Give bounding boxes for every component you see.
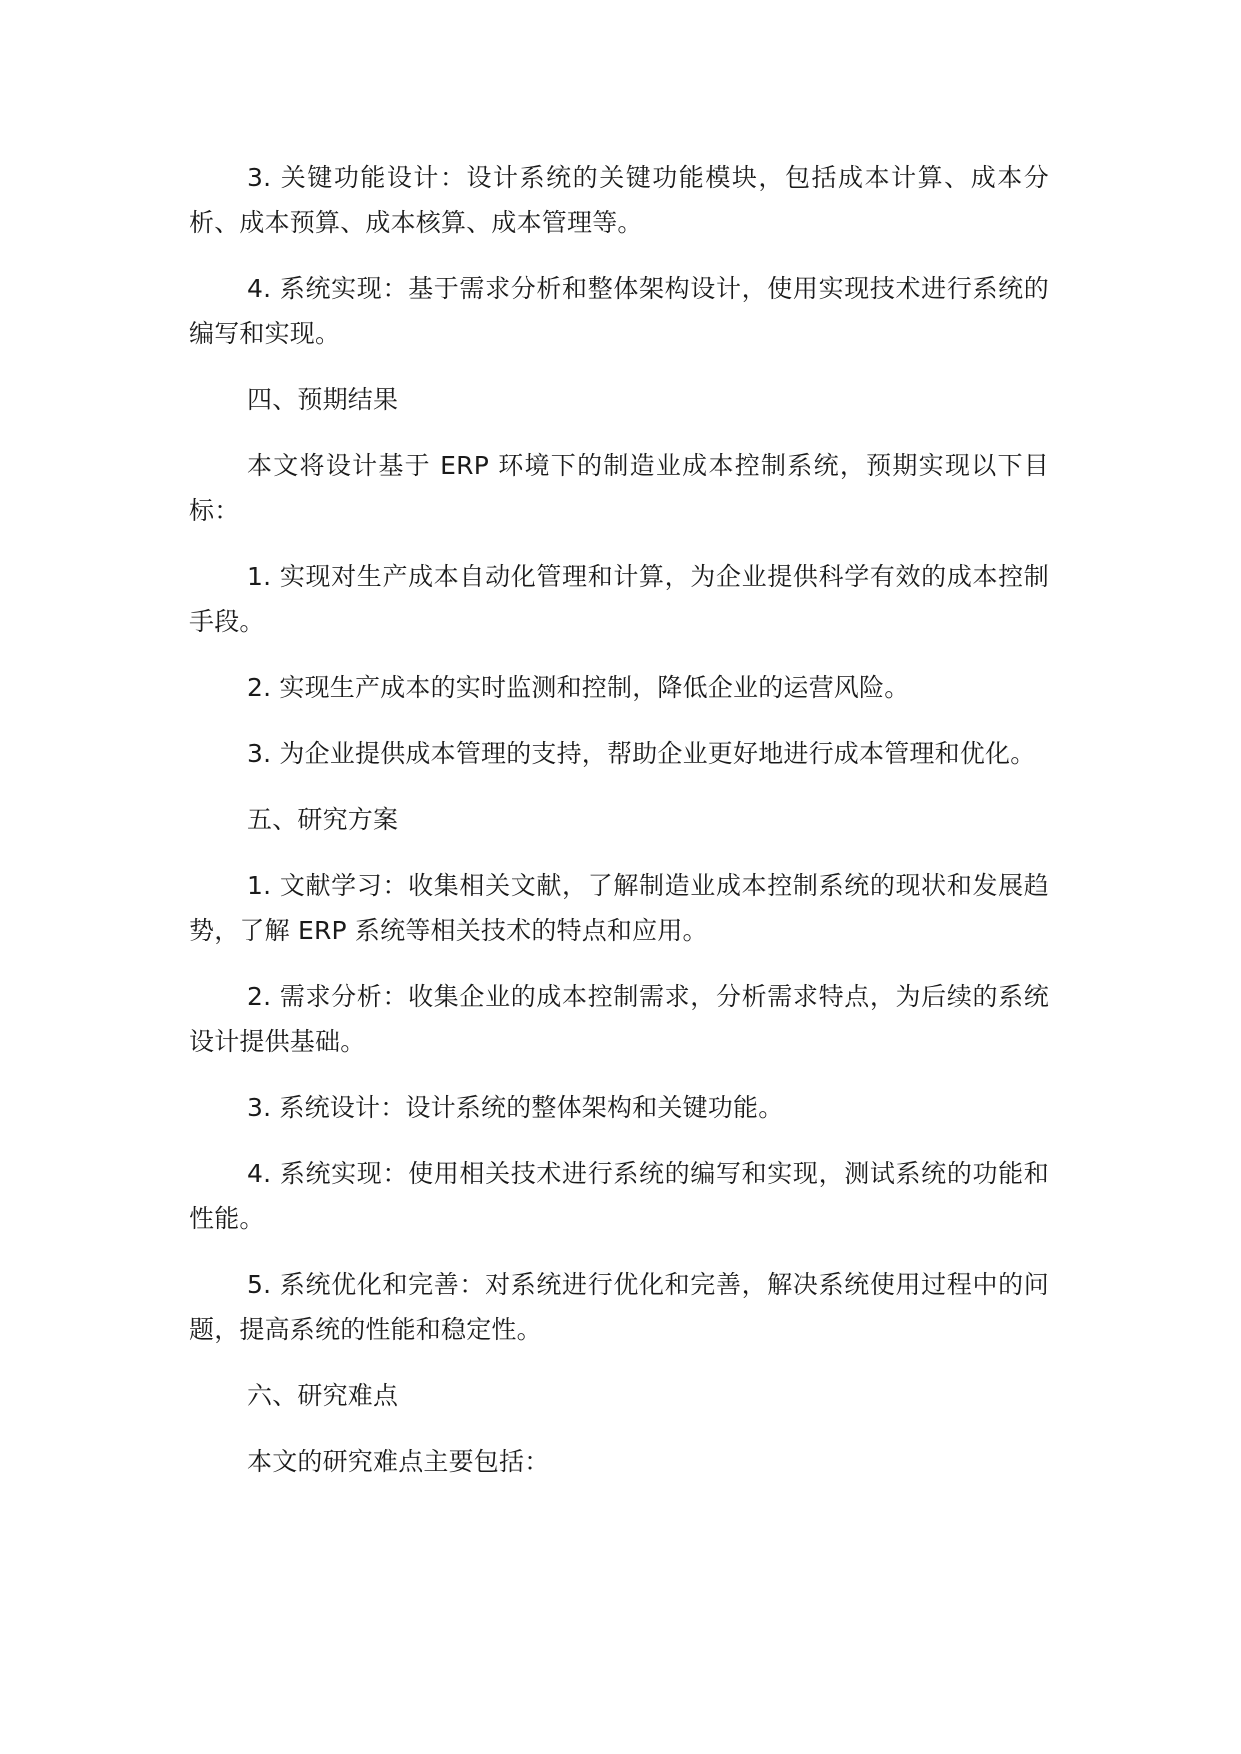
paragraph-goal-2: 2. 实现生产成本的实时监测和控制，降低企业的运营风险。 — [247, 673, 910, 702]
paragraph-goal-1: 1. 实现对生产成本自动化管理和计算，为企业提供科学有效的成本控制手段。 — [189, 562, 1049, 636]
paragraph-key-function-design: 3. 关键功能设计：设计系统的关键功能模块，包括成本计算、成本分析、成本预算、成本核算、成本管理等。 — [189, 163, 1049, 237]
paragraph-plan-design: 3. 系统设计：设计系统的整体架构和关键功能。 — [247, 1093, 784, 1122]
paragraph-system-implementation: 4. 系统实现：基于需求分析和整体架构设计，使用实现技术进行系统的编写和实现。 — [189, 274, 1049, 348]
paragraph-goal-3: 3. 为企业提供成本管理的支持，帮助企业更好地进行成本管理和优化。 — [247, 739, 1036, 768]
paragraph-plan-optimization: 5. 系统优化和完善：对系统进行优化和完善，解决系统使用过程中的问题，提高系统的性能和稳定性。 — [189, 1270, 1049, 1344]
document-page — [189, 155, 1049, 1505]
paragraph-expected-results-intro: 本文将设计基于 ERP 环境下的制造业成本控制系统，预期实现以下目标： — [189, 451, 1049, 525]
paragraph-difficulties-intro: 本文的研究难点主要包括： — [247, 1447, 550, 1476]
paragraph-plan-implementation: 4. 系统实现：使用相关技术进行系统的编写和实现，测试系统的功能和性能。 — [189, 1159, 1049, 1233]
section-heading-expected-results: 四、预期结果 — [247, 385, 399, 414]
paragraph-plan-requirements: 2. 需求分析：收集企业的成本控制需求，分析需求特点，为后续的系统设计提供基础。 — [189, 982, 1049, 1056]
paragraph-plan-literature: 1. 文献学习：收集相关文献，了解制造业成本控制系统的现状和发展趋势，了解 ERP 系统等相关技术的特点和应用。 — [189, 871, 1049, 945]
section-heading-research-difficulties: 六、研究难点 — [247, 1381, 399, 1410]
section-heading-research-plan: 五、研究方案 — [247, 805, 399, 834]
